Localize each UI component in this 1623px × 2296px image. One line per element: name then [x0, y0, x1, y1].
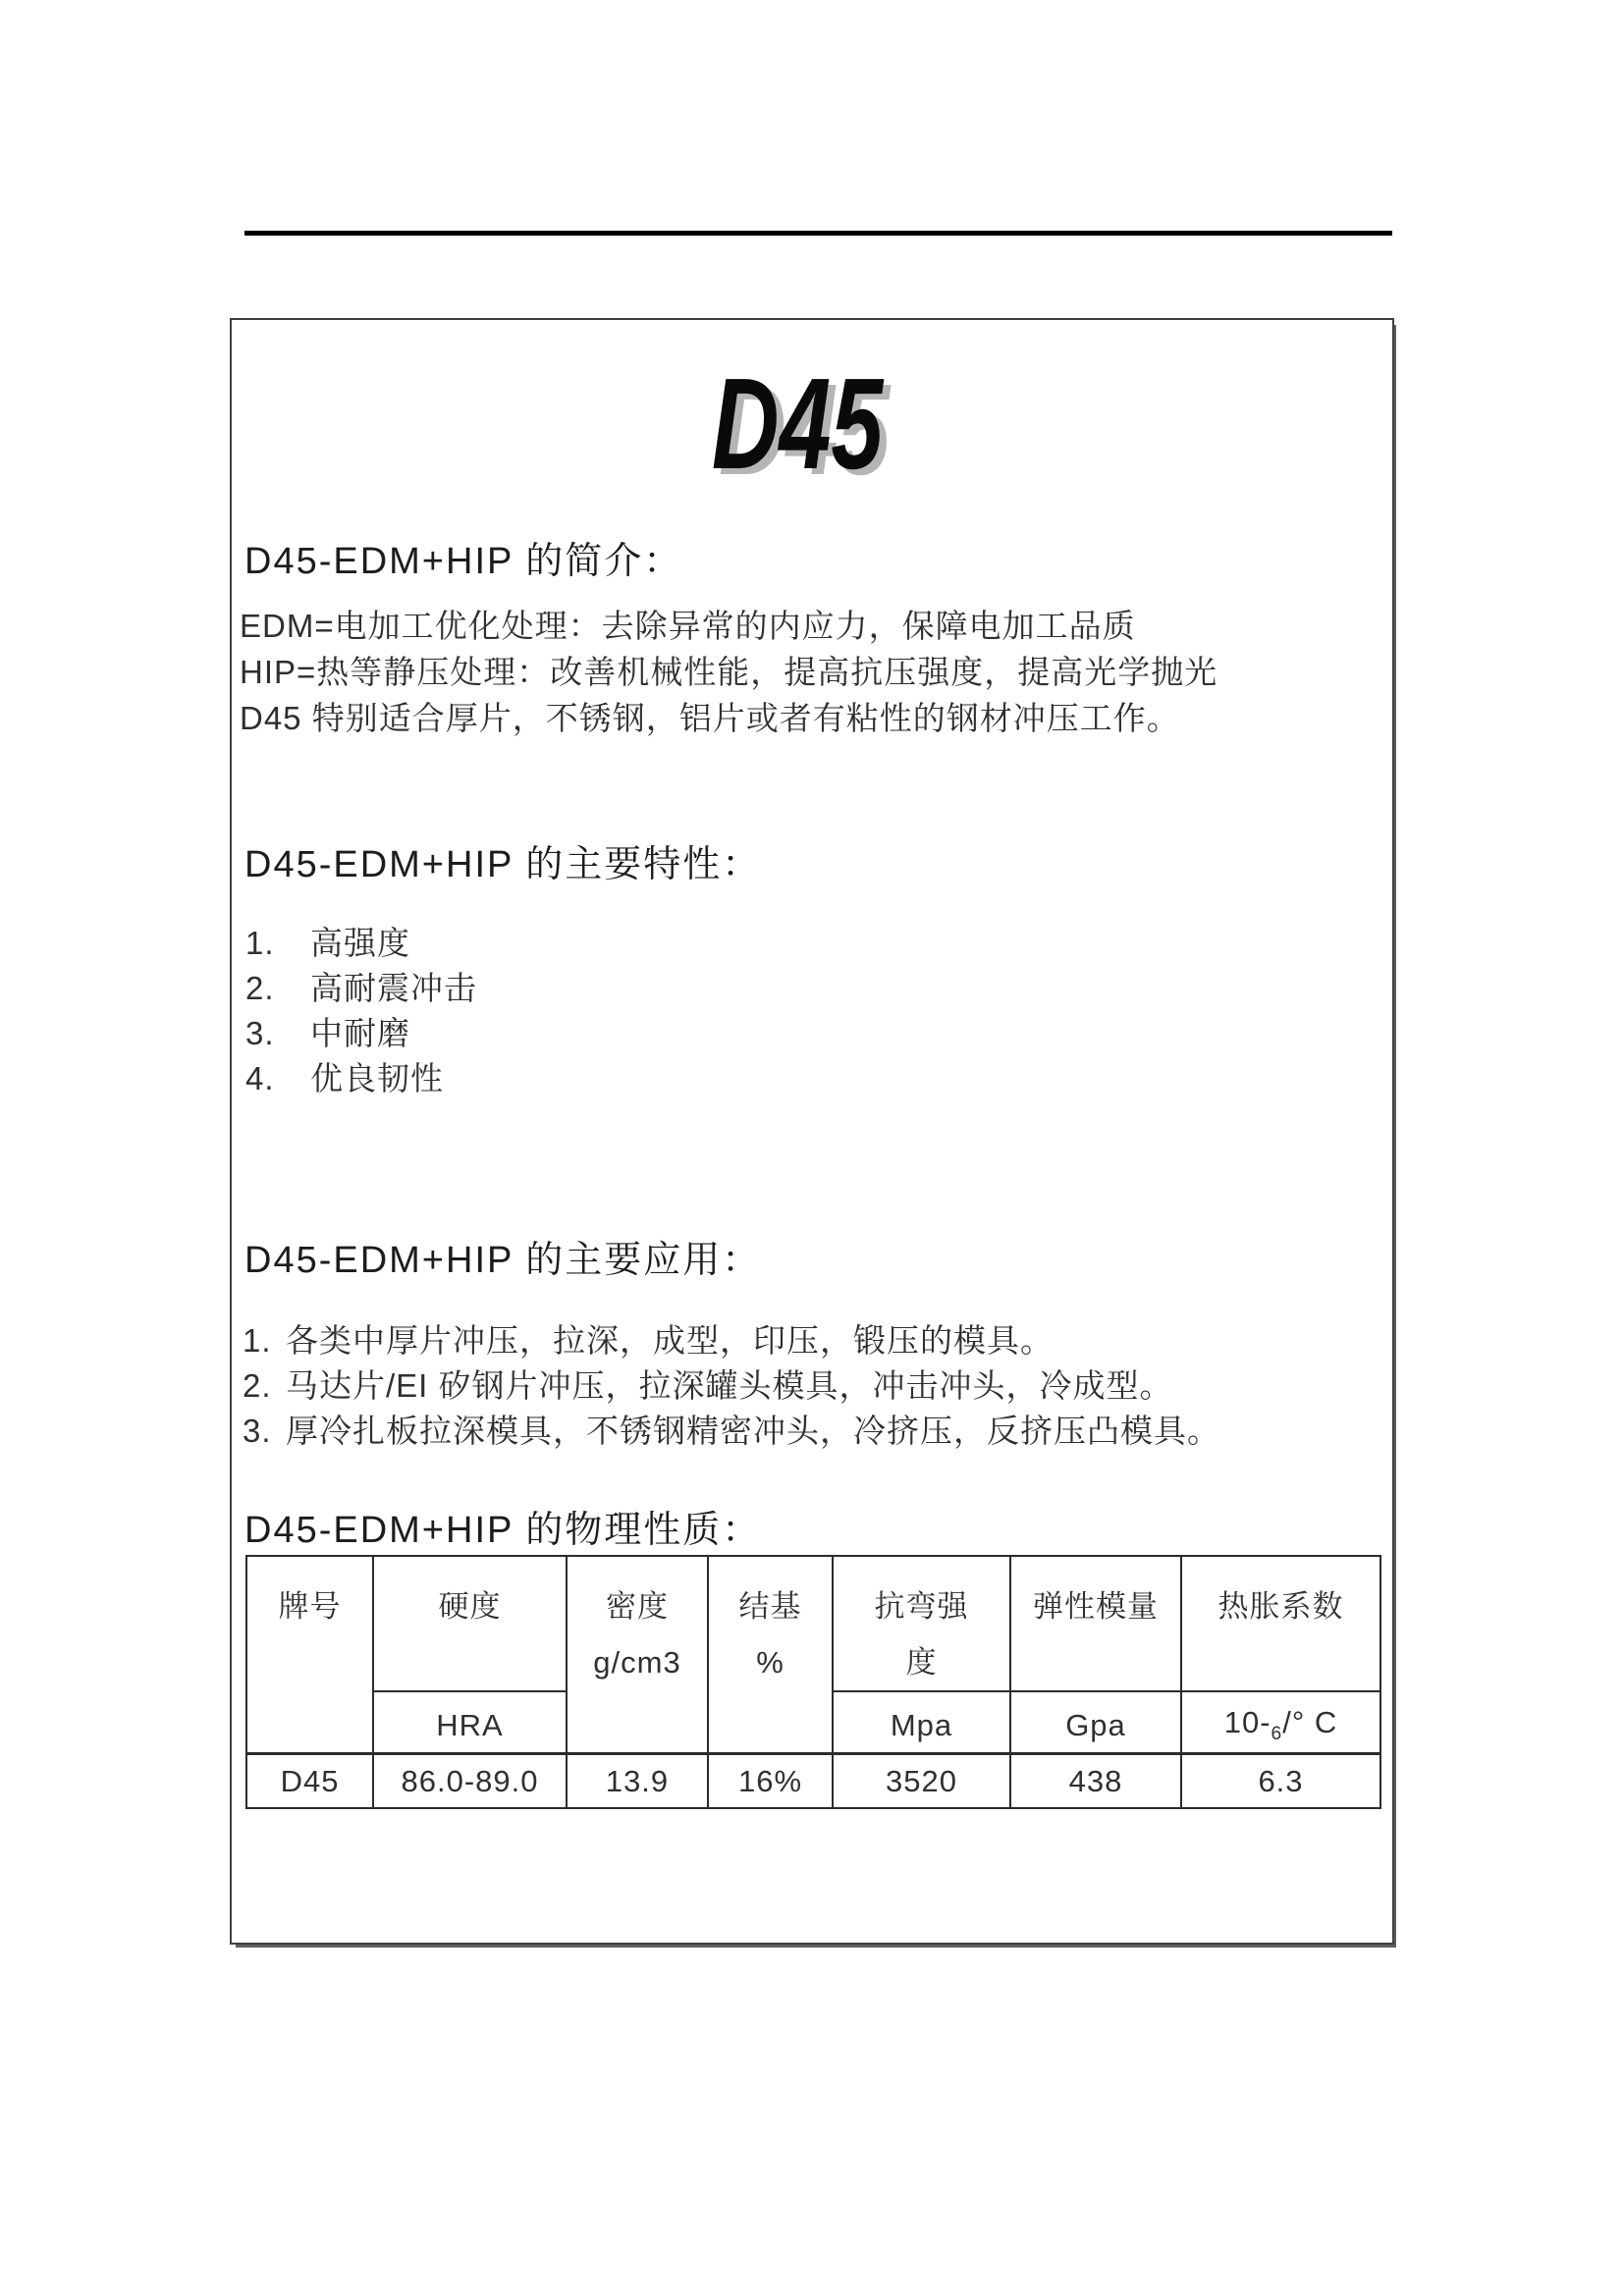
feature-item-number: 3.: [245, 1015, 275, 1051]
application-item: [243, 1409, 1220, 1454]
content-border-box: [230, 318, 1394, 1945]
value-hardness: 86.0-89.0: [373, 1754, 567, 1809]
features-list: [245, 921, 477, 1101]
feature-item-text: 高耐震冲击: [310, 970, 477, 1006]
physical-properties-table: [245, 1555, 1381, 1809]
feature-item: [245, 921, 477, 966]
properties-heading: D45-EDM+HIP 的物理性质：: [244, 1510, 762, 1551]
doc-title-wrap: [232, 351, 1392, 529]
feature-item-text: 中耐磨: [310, 1015, 410, 1051]
unit-elastic-modulus: Gpa: [1010, 1691, 1181, 1754]
value-bending-strength: 3520: [833, 1754, 1010, 1809]
page-top-rule: [244, 231, 1392, 236]
value-density: 13.9: [567, 1754, 708, 1809]
header-density: 密度 g/cm3: [567, 1556, 708, 1754]
features-heading: D45-EDM+HIP 的主要特性：: [244, 844, 762, 885]
feature-item-number: 4.: [245, 1060, 275, 1096]
header-hardness: 硬度: [373, 1556, 567, 1691]
applications-list: [243, 1318, 1220, 1454]
application-item: [243, 1318, 1220, 1363]
application-item-number: 2.: [243, 1367, 272, 1404]
feature-item-number: 2.: [245, 970, 275, 1006]
unit-hardness: HRA: [373, 1691, 567, 1754]
intro-line-2: HIP=热等静压处理：改善机械性能，提高抗压强度，提高光学抛光: [240, 654, 1218, 690]
intro-paragraph: [240, 603, 1217, 741]
table-header-row: [246, 1556, 1380, 1691]
application-item-text: 厚冷扎板拉深模具，不锈钢精密冲头，冷挤压，反挤压凸模具。: [286, 1413, 1220, 1449]
feature-item-text: 高强度: [310, 925, 410, 961]
intro-heading: D45-EDM+HIP 的简介：: [244, 541, 683, 582]
header-thermal-expansion: 热胀系数: [1181, 1556, 1380, 1691]
unit-bending-strength: Mpa: [833, 1691, 1010, 1754]
table-data-row: [246, 1754, 1380, 1809]
value-thermal-expansion: 6.3: [1181, 1754, 1380, 1809]
feature-item: [245, 966, 477, 1011]
header-binder: 结基 %: [708, 1556, 833, 1754]
application-item-text: 马达片/EI 矽钢片冲压，拉深罐头模具，冲击冲头，冷成型。: [286, 1367, 1173, 1404]
application-item-number: 3.: [243, 1413, 272, 1449]
application-item-number: 1.: [243, 1322, 272, 1359]
feature-item-text: 优良韧性: [310, 1060, 444, 1096]
intro-line-1: EDM=电加工优化处理：去除异常的内应力，保障电加工品质: [240, 608, 1136, 644]
header-grade: 牌号: [246, 1556, 373, 1754]
value-binder: 16%: [708, 1754, 833, 1809]
feature-item: [245, 1056, 477, 1101]
intro-line-3: D45 特别适合厚片，不锈钢，铝片或者有粘性的钢材冲压工作。: [240, 700, 1180, 736]
header-elastic-modulus: 弹性模量: [1010, 1556, 1181, 1691]
applications-heading: D45-EDM+HIP 的主要应用：: [244, 1240, 762, 1281]
feature-item-number: 1.: [245, 925, 275, 961]
application-item-text: 各类中厚片冲压，拉深，成型，印压，锻压的模具。: [286, 1322, 1054, 1359]
header-bending-strength: 抗弯强 度: [833, 1556, 1010, 1691]
value-elastic-modulus: 438: [1010, 1754, 1181, 1809]
doc-title: D45: [711, 351, 884, 496]
application-item: [243, 1363, 1220, 1409]
unit-thermal-expansion: $10-_6/^\circ$ C: [1181, 1691, 1380, 1754]
value-grade: D45: [246, 1754, 373, 1809]
feature-item: [245, 1011, 477, 1056]
